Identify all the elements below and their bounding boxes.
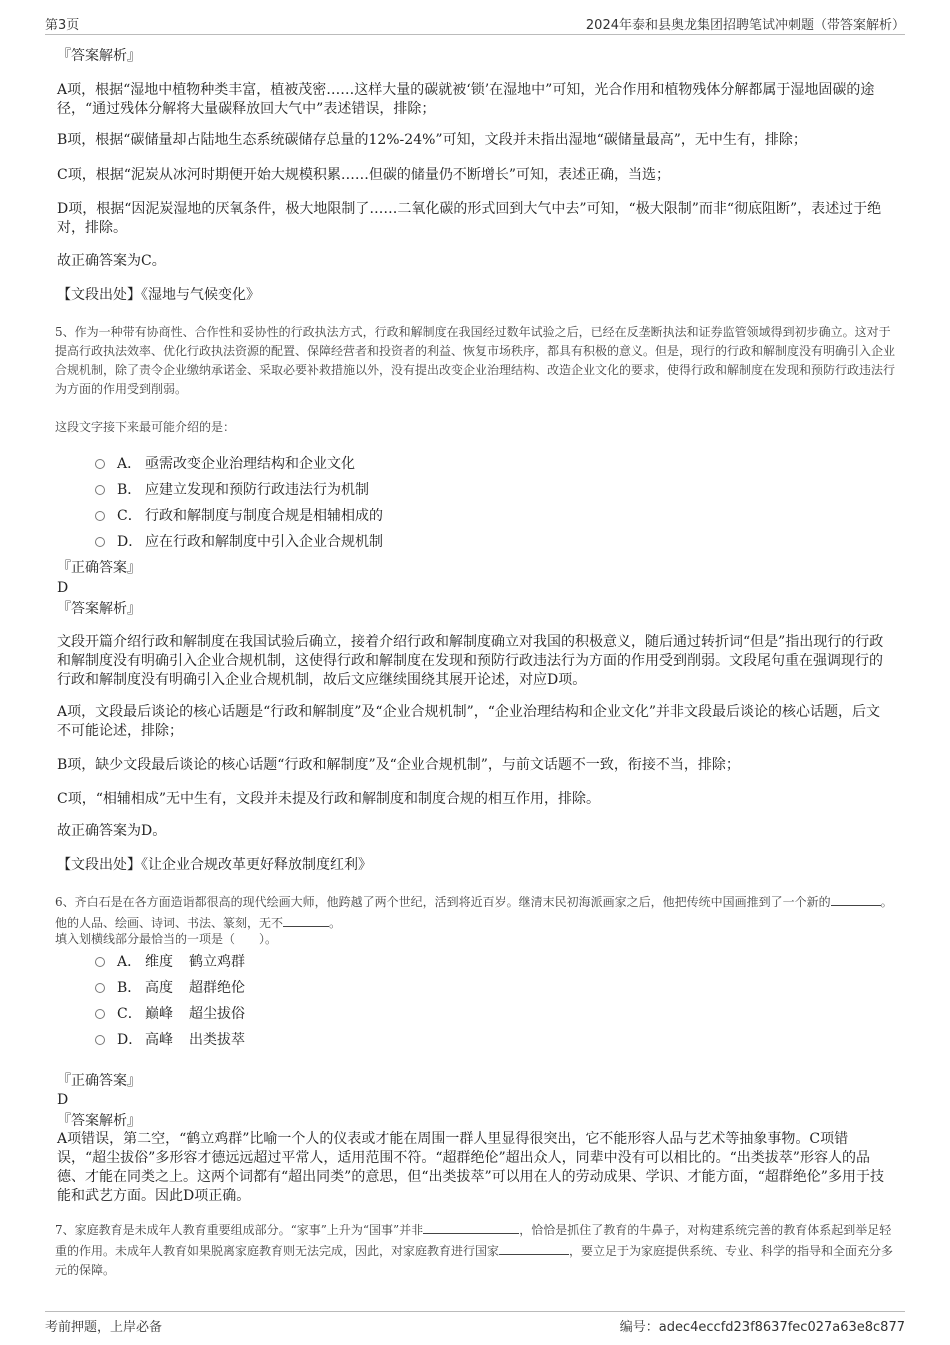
- q6-option-c[interactable]: C． 巅峰 超尘拔俗: [95, 1005, 245, 1024]
- q5-answer-label: 『正确答案』: [57, 560, 141, 576]
- document-id: 编号：adec4eccfd23f8637fec027a63e8c877: [619, 1320, 905, 1335]
- document-title: 2024年泰和县奥龙集团招聘笔试冲刺题（带答案解析）: [585, 18, 905, 33]
- radio-icon[interactable]: [95, 511, 105, 521]
- answer-blank: [499, 1240, 569, 1255]
- q4-source: 【文段出处】《湿地与气候变化》: [57, 287, 260, 303]
- q5-analysis-label: 『答案解析』: [57, 601, 141, 617]
- radio-icon[interactable]: [95, 1009, 105, 1019]
- radio-icon[interactable]: [95, 1035, 105, 1045]
- q5-option-c[interactable]: C． 行政和解制度与制度合规是相辅相成的: [95, 507, 383, 526]
- q4-analysis-label: 『答案解析』: [57, 48, 141, 64]
- q6-stem: 6、齐白石是在各方面造诣都很高的现代绘画大师，他跨越了两个世纪，活到将近百岁。继清末民初海派画家之后，他把传统中国画推到了一个新的 。他的人品、绘画、诗词、书法、篆刻，无不 。: [55, 891, 895, 933]
- q6-option-a[interactable]: A． 维度 鹤立鸡群: [95, 953, 245, 972]
- q5-analysis-a: A项，文段最后谈论的核心话题是“行政和解制度”及“企业合规机制”，“企业治理结构和企业文化”并非文段最后谈论的核心话题，后文不可能论述，排除；: [57, 704, 881, 739]
- q5-prompt: 这段文字接下来最可能介绍的是：: [55, 420, 236, 434]
- q5-option-d[interactable]: D． 应在行政和解制度中引入企业合规机制: [95, 533, 383, 552]
- q5-conclusion: 故正确答案为D。: [57, 823, 167, 839]
- page-footer: [45, 1311, 905, 1342]
- q6-analysis-label: 『答案解析』: [57, 1113, 141, 1129]
- q5-option-b[interactable]: B． 应建立发现和预防行政违法行为机制: [95, 481, 369, 500]
- answer-blank: [423, 1219, 519, 1234]
- q4-analysis-a: A项，根据“湿地中植物种类丰富，植被茂密……这样大量的碳就被‘锁’在湿地中”可知，光合作用和植物残体分解都属于湿地固碳的途径，“通过残体分解将大量碳释放回大气中”表述错误，排除；: [57, 82, 875, 117]
- answer-blank: [831, 891, 881, 906]
- page-number: 第3页: [45, 18, 80, 33]
- q5-source: 【文段出处】《让企业合规改革更好释放制度红利》: [57, 857, 372, 873]
- q6-analysis: A项错误，第二空，“鹤立鸡群”比喻一个人的仪表或才能在周围一群人里显得很突出，它不能形容人品与艺术等抽象事物。C项错误，“超尘拔俗”多形容才德远远超过平常人，适用范围不符。“超群绝伦”超出众人，同辈中没有可以相比的。“出类拔萃”形容人的品德、才能在同类之上。这两个词都有“超出同类”的意思，但“出类拔萃”可以用在人的劳动成果、学识、才能方面，“超群绝伦”多用于技能和武艺方面。因此D项正确。: [57, 1131, 884, 1204]
- q6-answer: D: [57, 1092, 69, 1108]
- q7-stem: 7、家庭教育是未成年人教育重要组成部分。“家事”上升为“国事”并非 ，恰恰是抓住了教育的牛鼻子，对构建系统完善的教育体系起到举足轻重的作用。未成年人教育如果脱离家庭教育则无法完成，因此，对家庭教育进行国家 ，要立足于为家庭提供系统、专业、科学的指导和全面充分多元的保障。: [55, 1219, 895, 1280]
- radio-icon[interactable]: [95, 537, 105, 547]
- q5-analysis: 文段开篇介绍行政和解制度在我国试验后确立，接着介绍行政和解制度确立对我国的积极意义，随后通过转折词“但是”指出现行的行政和解制度没有明确引入企业合规机制，这使得行政和解制度在发现和预防行政违法行为方面的作用受到削弱。文段尾句重在强调现行的行政和解制度没有明确引入企业合规机制，故后文应继续围绕其展开论述，对应D项。: [57, 634, 884, 688]
- q6-option-d[interactable]: D． 高峰 出类拔萃: [95, 1031, 245, 1050]
- radio-icon[interactable]: [95, 459, 105, 469]
- footer-slogan: 考前押题，上岸必备: [45, 1320, 163, 1335]
- radio-icon[interactable]: [95, 957, 105, 967]
- q6-answer-label: 『正确答案』: [57, 1073, 141, 1089]
- q6-option-b[interactable]: B． 高度 超群绝伦: [95, 979, 245, 998]
- q5-answer: D: [57, 580, 69, 596]
- radio-icon[interactable]: [95, 983, 105, 993]
- q6-prompt: 填入划横线部分最恰当的一项是（ ）。: [55, 932, 278, 946]
- q4-analysis-b: B项，根据“碳储量却占陆地生态系统碳储存总量的12%-24%”可知，文段并未指出湿地“碳储量最高”，无中生有，排除；: [57, 132, 807, 148]
- q5-analysis-c: C项，“相辅相成”无中生有，文段并未提及行政和解制度和制度合规的相互作用，排除。: [57, 791, 601, 807]
- page-header: [45, 10, 905, 35]
- answer-blank: [283, 912, 329, 927]
- q4-analysis-d: D项，根据“因泥炭湿地的厌氧条件，极大地限制了……二氧化碳的形式回到大气中去”可知，“极大限制”而非“彻底阻断”，表述过于绝对，排除。: [57, 201, 882, 236]
- q5-option-a[interactable]: A． 亟需改变企业治理结构和企业文化: [95, 455, 355, 474]
- q5-analysis-b: B项，缺少文段最后谈论的核心话题“行政和解制度”及“企业合规机制”，与前文话题不一致，衔接不当，排除；: [57, 757, 740, 773]
- q4-conclusion: 故正确答案为C。: [57, 253, 166, 269]
- q5-stem: 5、作为一种带有协商性、合作性和妥协性的行政执法方式，行政和解制度在我国经过数年试验之后，已经在反垄断执法和证券监管领域得到初步确立。这对于提高行政执法效率、优化行政执法资源的配置、保障经营者和投资者的利益、恢复市场秩序，都具有积极的意义。但是，现行的行政和解制度没有明确引入企业合规机制，除了责令企业缴纳承诺金、采取必要补救措施以外，没有提出改变企业治理结构、改造企业文化的要求，使得行政和解制度在发现和预防行政违法行为方面的作用受到削弱。: [55, 325, 896, 396]
- q4-analysis-c: C项，根据“泥炭从冰河时期便开始大规模积累……但碳的储量仍不断增长”可知，表述正确，当选；: [57, 167, 671, 183]
- radio-icon[interactable]: [95, 485, 105, 495]
